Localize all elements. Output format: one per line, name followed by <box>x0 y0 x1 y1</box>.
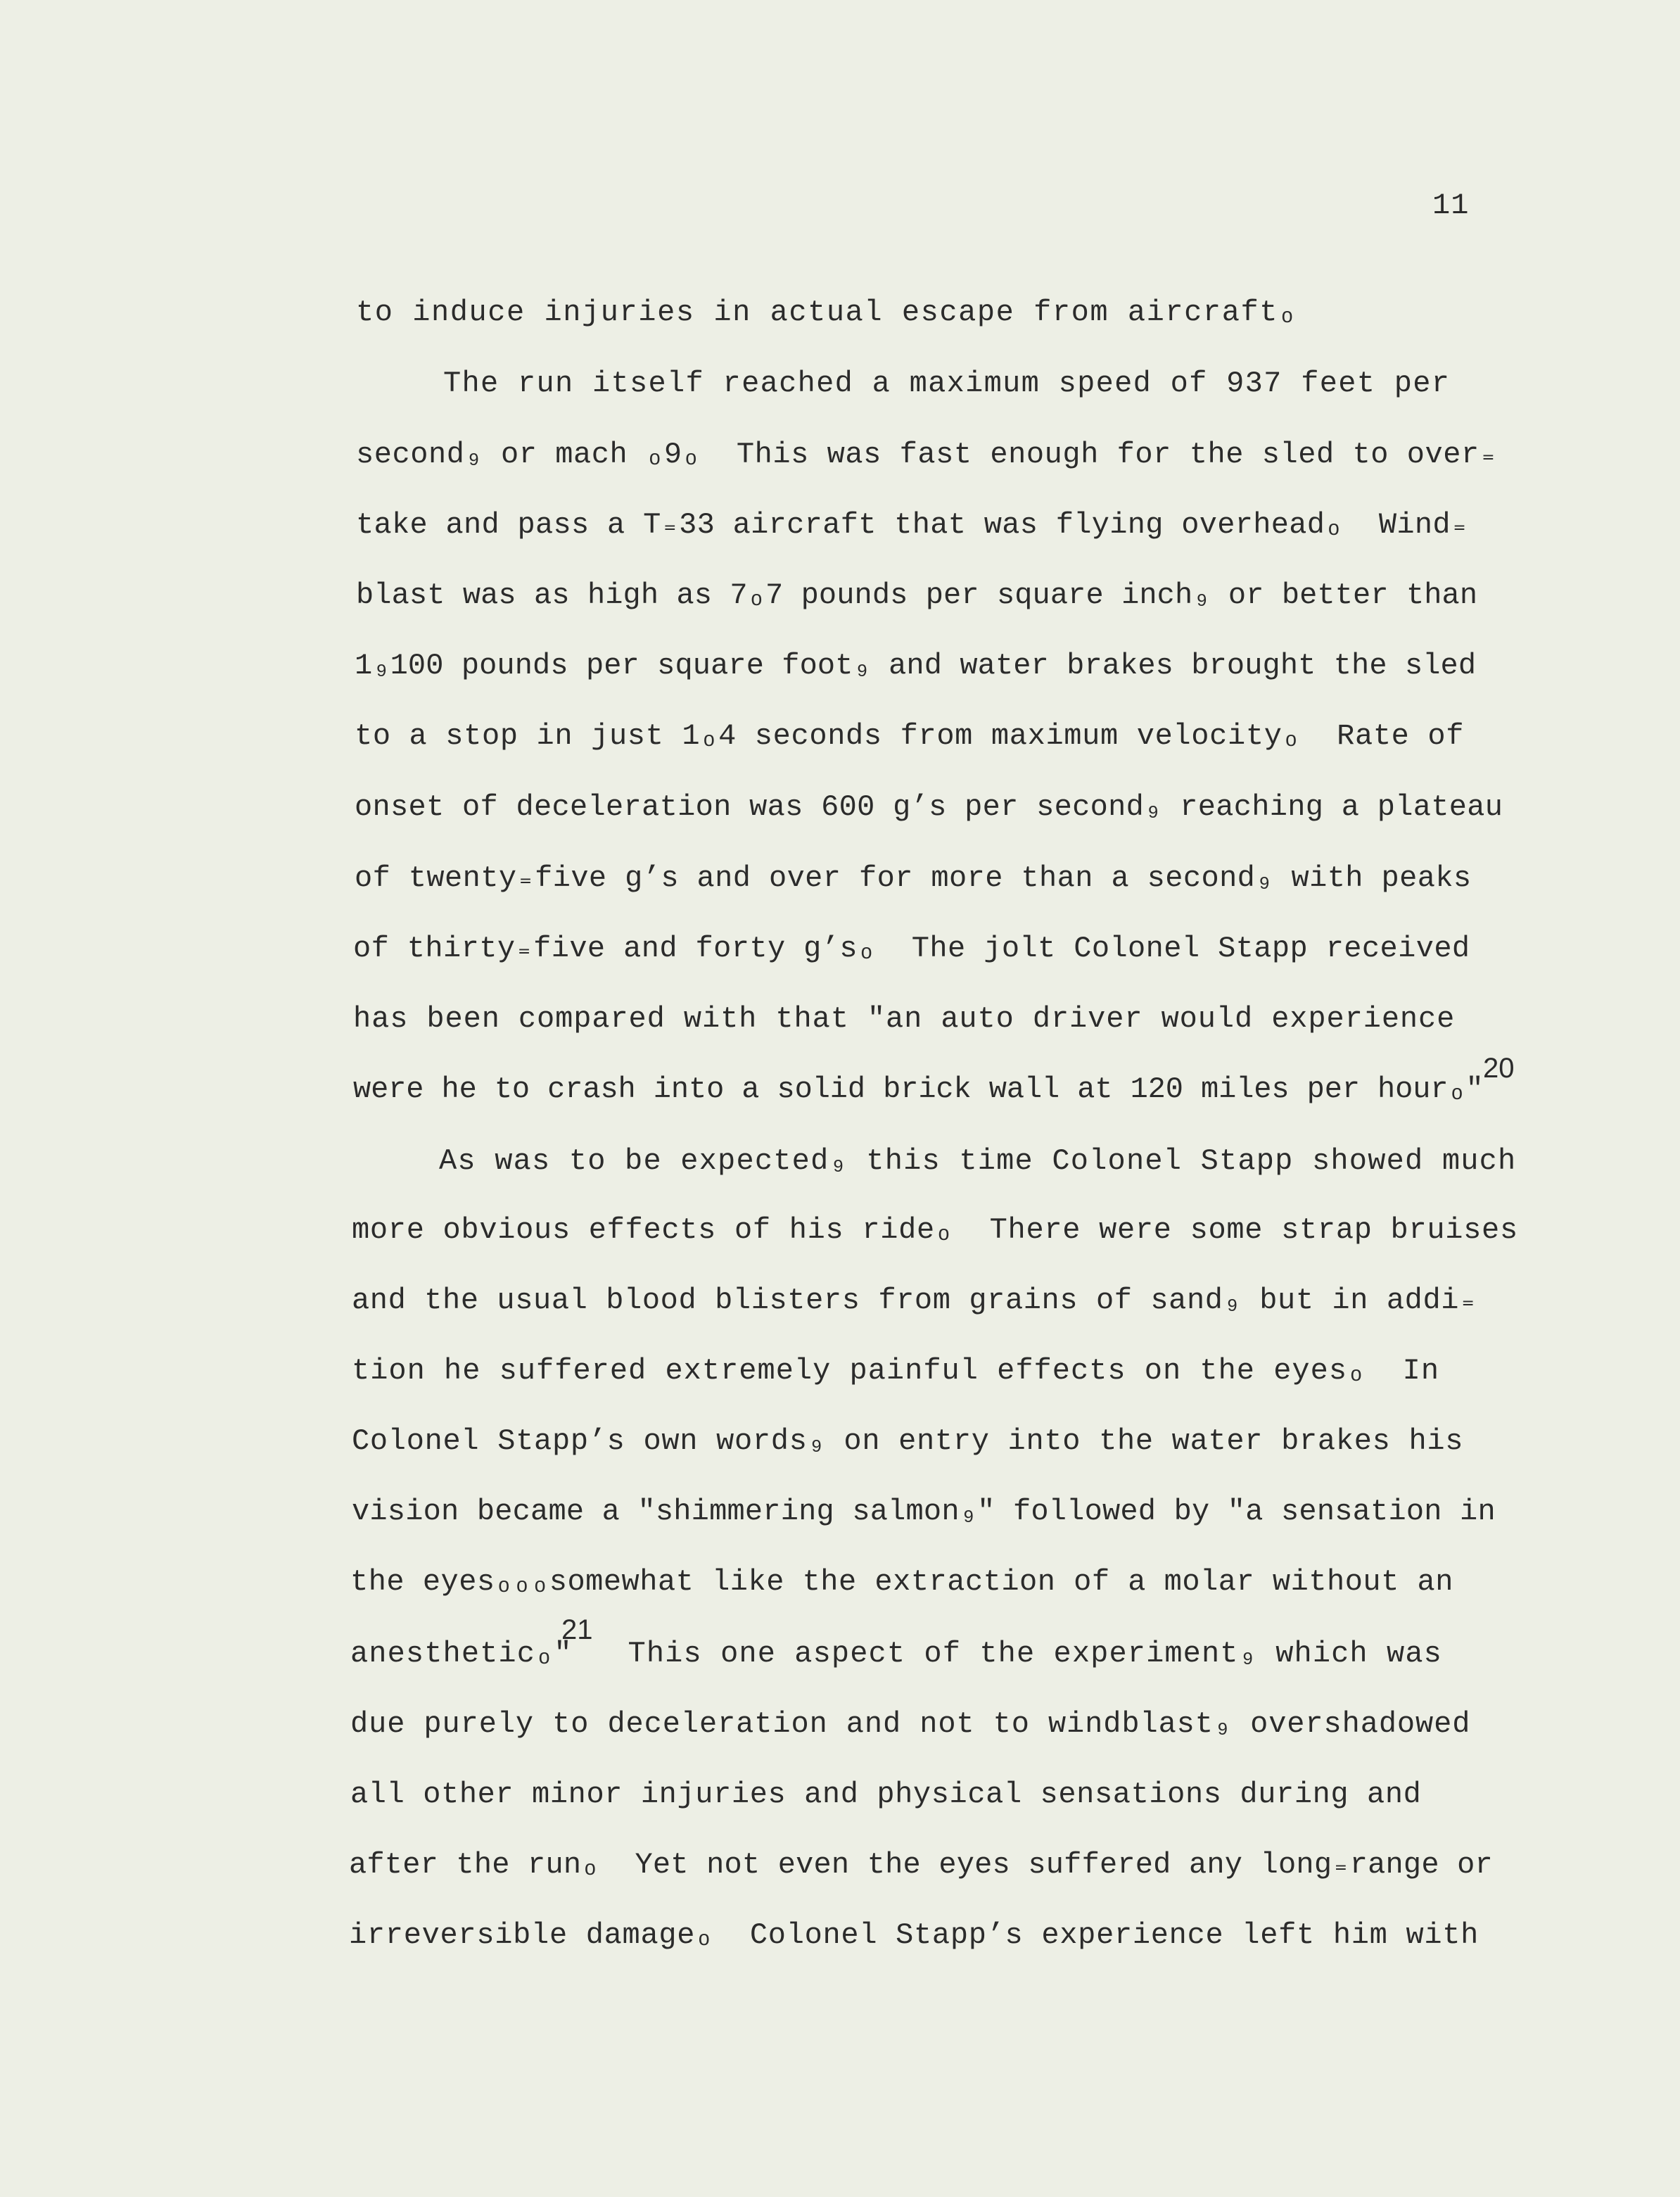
text-line: of thirty₌five and forty g’sₒ The jolt Colonel Stapp received <box>353 932 1470 965</box>
text-line: blast was as high as 7ₒ7 pounds per square inch₉ or better than <box>356 578 1478 612</box>
text-line: more obvious effects of his rideₒ There were some strap bruises <box>352 1213 1518 1247</box>
text-line: has been compared with that "an auto driver would experience <box>353 1002 1456 1036</box>
text-line: of twenty₌five g’s and over for more than a second₉ with peaks <box>355 861 1472 895</box>
text-line: The run itself reached a maximum speed of 937 feet per <box>443 367 1451 400</box>
text-line: to a stop in just 1ₒ4 seconds from maximum velocityₒ Rate of <box>355 719 1465 753</box>
text-line: Colonel Stapp’s own words₉ on entry into the water brakes his <box>352 1424 1464 1458</box>
text-line: As was to be expected₉ this time Colonel Stapp showed much <box>439 1144 1517 1178</box>
text-line: tion he suffered extremely painful effects on the eyesₒ In <box>352 1354 1440 1388</box>
text-line: all other minor injuries and physical sensations during and <box>350 1778 1422 1811</box>
text-line: vision became a "shimmering salmon₉" followed by "a sensation in <box>352 1495 1496 1528</box>
text-line: were he to crash into a solid brick wall at 120 miles per hourₒ" <box>353 1072 1484 1106</box>
text-line: anestheticₒ" This one aspect of the experiment₉ which was <box>350 1637 1442 1671</box>
footnote-marker: 20 <box>1483 1053 1515 1084</box>
text-line: second₉ or mach ₒ9ₒ This was fast enough for the sled to over₌ <box>356 438 1498 471</box>
text-line: irreversible damageₒ Colonel Stapp’s experience left him with <box>349 1918 1479 1952</box>
text-line: to induce injuries in actual escape from aircraftₒ <box>356 296 1297 329</box>
text-line: the eyesₒₒₒsomewhat like the extraction of a molar without an <box>350 1565 1453 1599</box>
text-line: 1₉100 pounds per square foot₉ and water brakes brought the sled <box>355 649 1477 683</box>
page-number: 11 <box>1432 189 1470 222</box>
text-line: onset of deceleration was 600 g’s per second₉ reaching a plateau <box>355 790 1503 824</box>
text-line: due purely to deceleration and not to windblast₉ overshadowed <box>350 1707 1471 1741</box>
text-line: take and pass a T₌33 aircraft that was flying overheadₒ Wind₌ <box>356 508 1469 542</box>
text-line: after the runₒ Yet not even the eyes suffered any long₌range or <box>349 1848 1493 1882</box>
text-line: and the usual blood blisters from grains of sand₉ but in addi₌ <box>352 1284 1477 1317</box>
footnote-marker: 21 <box>561 1614 593 1645</box>
